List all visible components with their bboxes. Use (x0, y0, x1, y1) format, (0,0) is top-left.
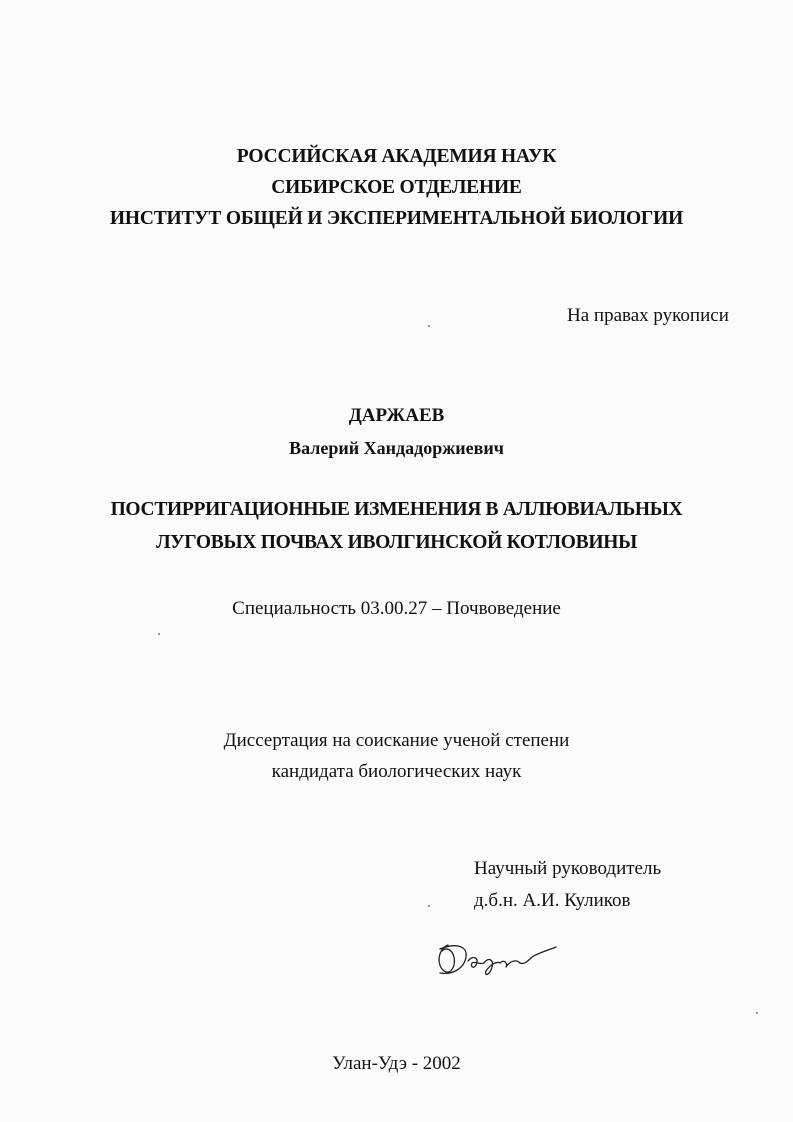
handwritten-signature (434, 935, 564, 985)
dissertation-title-line-2: ЛУГОВЫХ ПОЧВАХ ИВОЛГИНСКОЙ КОТЛОВИНЫ (156, 532, 637, 553)
institution-branch: СИБИРСКОЕ ОТДЕЛЕНИЕ (271, 177, 522, 198)
scan-speck (756, 1012, 758, 1014)
specialty-line: Специальность 03.00.27 – Почвоведение (232, 598, 561, 619)
supervisor-label: Научный руководитель (474, 858, 662, 879)
institution-academy: РОССИЙСКАЯ АКАДЕМИЯ НАУК (236, 146, 557, 167)
degree-line-2: кандидата биологических наук (271, 761, 522, 782)
scan-speck (428, 325, 430, 327)
scan-speck (428, 905, 430, 907)
author-surname: ДАРЖАЕВ (348, 405, 445, 426)
manuscript-rights-note: На правах рукописи (567, 305, 729, 326)
supervisor-name: д.б.н. А.И. Куликов (474, 890, 631, 911)
scan-speck (158, 633, 160, 635)
institution-name: ИНСТИТУТ ОБЩЕЙ И ЭКСПЕРИМЕНТАЛЬНОЙ БИОЛОГИИ (109, 208, 684, 229)
degree-line-1: Диссертация на соискание ученой степени (223, 730, 570, 751)
dissertation-title-line-1: ПОСТИРРИГАЦИОННЫЕ ИЗМЕНЕНИЯ В АЛЛЮВИАЛЬНЫХ (110, 499, 683, 520)
author-name: Валерий Хандадоржиевич (289, 438, 504, 458)
city-year: Улан-Удэ - 2002 (332, 1053, 461, 1074)
